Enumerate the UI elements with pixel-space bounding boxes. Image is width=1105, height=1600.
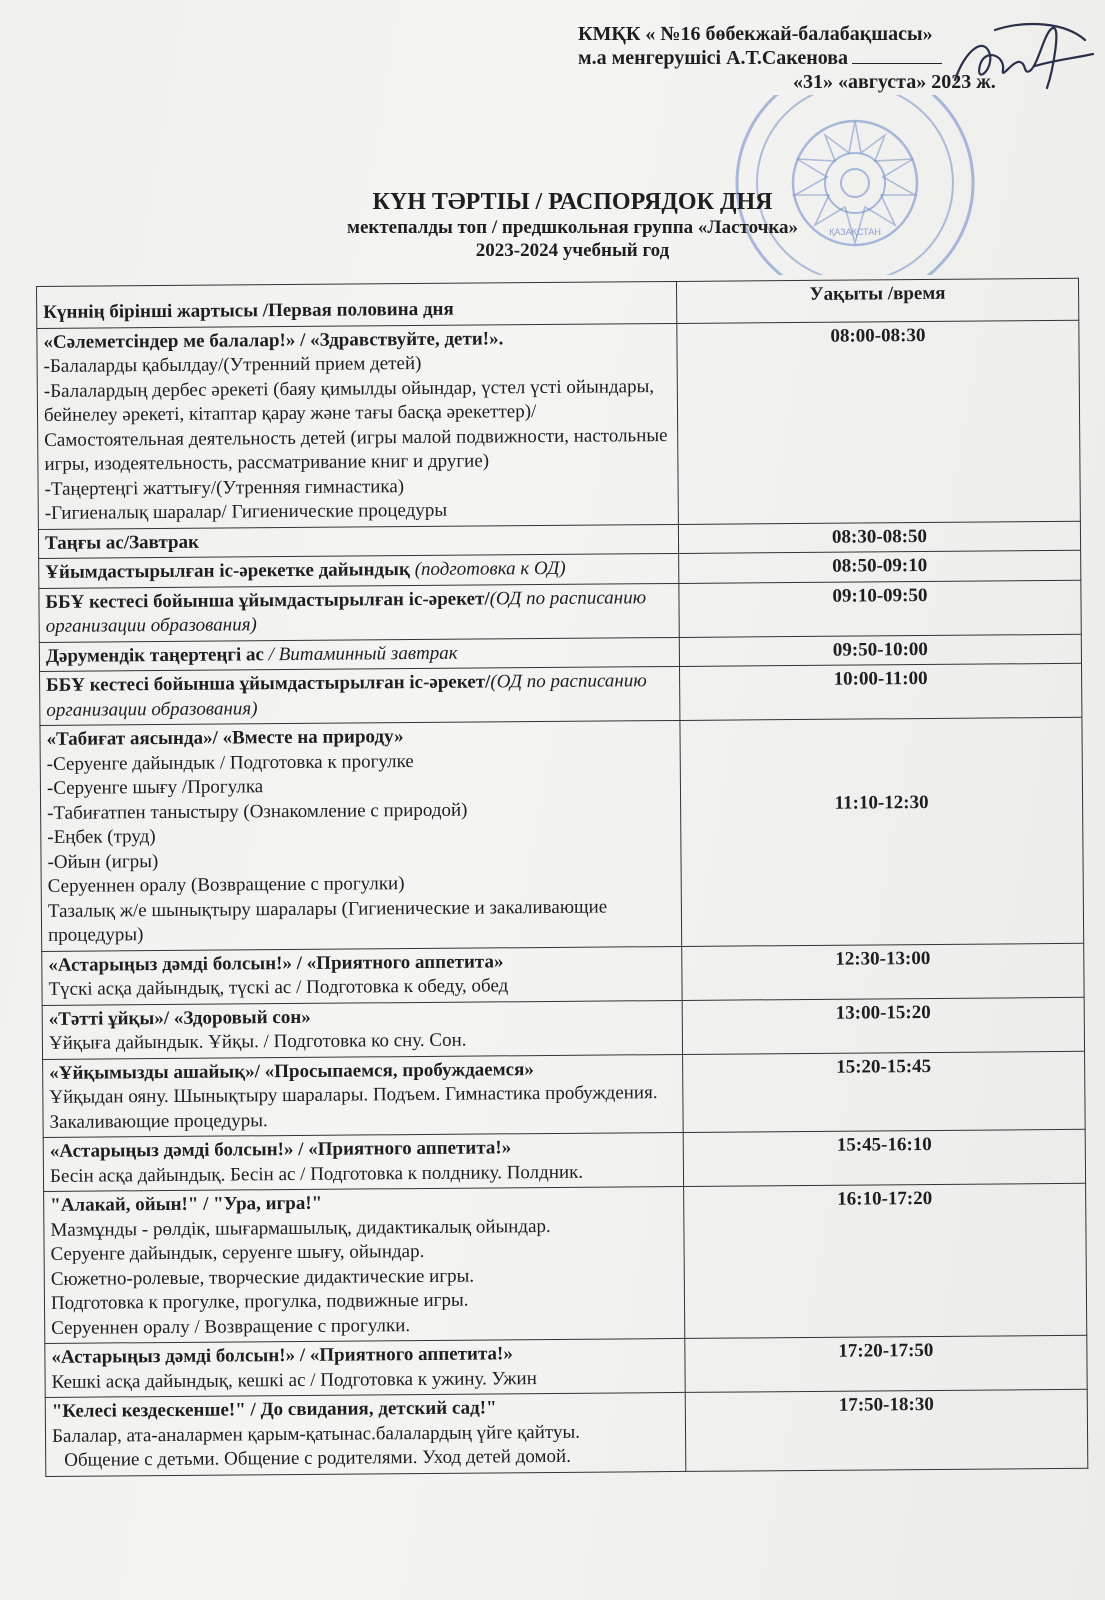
header-time: Уақыты /время (676, 278, 1078, 323)
activity-title: «Тәтті ұйқы»/ «Здоровый сон» (48, 1006, 311, 1030)
approval-head-text: м.а менгерушісі А.Т.Сакенова (578, 47, 849, 69)
activity-line: Мазмұнды - рөлдік, шығармашылық, дидактикалық ойындар. (50, 1215, 551, 1241)
schedule-table (36, 278, 1088, 1477)
time-cell: 12:30-13:00 (682, 943, 1084, 1000)
table-row (40, 663, 1082, 725)
activity-line: Балалар, ата-аналармен қарым-қатынас.балалардың үйге қайтуы. (51, 1421, 581, 1447)
table-row (45, 1389, 1088, 1476)
activity-cell (37, 323, 679, 529)
activity-title: «Астарыңыз дәмді болсын!» / «Приятного аппетита!» (51, 1343, 513, 1368)
activity-line: Сюжетно-ролевые, творческие дидактические игры. (50, 1265, 475, 1290)
time-cell: 17:50-18:30 (685, 1389, 1088, 1471)
activity-title: Таңғы ас/Завтрак (44, 531, 200, 554)
activity-line: -Балалардың дербес әрекеті (баяу қимылды ойындар, үстел үсті ойындары, бейнелеу әрекеті, кітаптар қарау және тағы басқа әрекеттер)/Самостоятельная деятельность детей (игры малой подвижности, настольные игры, изодеятельность, рассматривание книг и другие) (43, 375, 668, 475)
activity-title: «Табиғат аясында»/ «Вместе на природу» (46, 726, 404, 750)
academic-year: 2023-2024 учебный год (475, 240, 670, 261)
table-row (37, 320, 1081, 529)
table-row (40, 717, 1084, 951)
activity-line: -Табиғатпен таныстыру (Ознакомление с природой) (47, 799, 468, 824)
approval-date: «31» «августа» 2023 ж. (793, 71, 996, 93)
activity-line: Түскі асқа дайындық, түскі ас / Подготовка к обеду, обед (48, 975, 509, 1000)
time-cell: 17:20-17:50 (685, 1335, 1087, 1392)
document-heading (0, 188, 1105, 262)
activity-line: Ұйқыға дайындык. Ұйқы. / Подготовка ко сну. Сон. (48, 1029, 467, 1054)
table-row (44, 1183, 1087, 1343)
table-row (42, 943, 1084, 1005)
activity-cell (40, 666, 680, 725)
time-cell: 10:00-11:00 (680, 663, 1082, 720)
activity-cell (40, 720, 682, 951)
activity-title: «Ұйқымызды ашайық»/ «Просыпаемся, пробуждаемся» (49, 1058, 534, 1084)
table-row (43, 1051, 1086, 1138)
activity-line: Серуеннен оралу (Возвращение с прогулки) (47, 873, 405, 897)
activity-title: Дәрумендік таңертеңгі ас (45, 643, 265, 667)
time-cell: 08:00-08:30 (677, 320, 1081, 524)
activity-cell (44, 1186, 685, 1343)
activity-line: Серуеннен оралу / Возвращение с прогулки. (51, 1314, 411, 1339)
time-cell: 16:10-17:20 (684, 1183, 1087, 1338)
activity-line: Общение с детьми. Общение с родителями. Уход детей домой. (64, 1445, 571, 1471)
activity-line: -Серуенге дайындык / Подготовка к прогулке (46, 750, 414, 775)
activity-line: Тазалық ж/е шынықтыру шаралары (Гигиенические и закаливающие процедуры) (47, 896, 608, 946)
page-title: КҮН ТӘРТІЫ / РАСПОРЯДОК ДНЯ (372, 189, 773, 215)
time-cell: 09:10-09:50 (679, 580, 1081, 637)
header-activity: Күннің бірінші жартысы /Первая половина дня (37, 281, 677, 328)
activity-line: Серуенге дайындык, серуенге шығу, ойындар. (50, 1240, 425, 1265)
activity-line: -Еңбек (труд) (47, 826, 156, 848)
time-cell: 11:10-12:30 (680, 717, 1084, 946)
table-row (45, 1335, 1087, 1397)
activity-line: -Ойын (игры) (47, 850, 159, 873)
activity-cell (43, 1132, 683, 1191)
activity-cell (39, 583, 679, 642)
activity-title: "Келесі кездескенше!" / До свидания, детский сад!" (51, 1397, 497, 1422)
activity-cell (43, 1054, 684, 1138)
table-row (39, 580, 1081, 642)
activity-line: -Гигиеналық шаралар/ Гигиенические процедуры (44, 499, 448, 524)
approval-org: КМҚК « №16 бөбекжай-балабақшасы» (578, 23, 933, 45)
activity-subtitle: (ОД по расписанию организации образования) (45, 586, 647, 637)
table-row (42, 997, 1084, 1059)
activity-line: Ұйқыдан ояну. Шынықтыру шаралары. Подъем. Гимнастика пробуждения. Закаливающие процедуры. (49, 1082, 658, 1133)
activity-title: «Астарыңыз дәмді болсын!» / «Приятного аппетита!» (49, 1137, 512, 1162)
activity-line: -Таңертеңгі жаттығу/(Утренняя гимнастика) (44, 475, 405, 500)
activity-line: -Балаларды қабылдау/(Утренний прием детей) (43, 352, 422, 377)
activity-subtitle: / Витаминный завтрак (268, 642, 458, 665)
table-row (43, 1129, 1085, 1191)
activity-title: «Астарыңыз дәмді болсын!» / «Приятного аппетита» (48, 950, 504, 976)
activity-line: -Серуенге шығу /Прогулка (46, 776, 264, 799)
activity-title: ББҰ кестесі бойынша ұйымдастырылған іс-әрекет/ (45, 587, 490, 613)
activity-subtitle: (ОД по расписанию организации образования) (46, 670, 647, 721)
time-cell: 09:50-10:00 (679, 634, 1081, 667)
stamp-text: ҚАЗАҚСТАН (829, 227, 881, 237)
time-cell: 15:20-15:45 (683, 1051, 1086, 1133)
signature-line (852, 63, 942, 64)
time-cell: 13:00-15:20 (682, 997, 1084, 1054)
activity-cell (42, 1000, 682, 1059)
activity-cell (45, 1392, 686, 1476)
activity-cell (42, 946, 682, 1005)
activity-line: Подготовка к прогулке, прогулка, подвижные игры. (50, 1289, 469, 1314)
activity-title: ББҰ кестесі бойынша ұйымдастырылған іс-әрекет/ (46, 671, 491, 696)
time-cell: 08:30-08:50 (678, 521, 1080, 554)
group-title: мектепалды топ / предшкольная группа «Ласточка» (347, 217, 798, 238)
activity-title: "Алакай, ойын!" / "Ура, игра!" (50, 1192, 323, 1216)
activity-title: «Сәлеметсіндер ме балалар!» / «Здравствуйте, дети!». (43, 327, 504, 353)
activity-line: Кешкі асқа дайындық, кешкі ас / Подготовка к ужину. Ужин (51, 1367, 537, 1393)
activity-line: Бесін асқа дайындық. Бесін ас / Подготовка к полднику. Полдник. (49, 1161, 584, 1187)
activity-subtitle: (подготовка к ОД) (414, 557, 566, 581)
time-cell: 15:45-16:10 (683, 1129, 1085, 1186)
activity-cell (45, 1338, 685, 1397)
time-cell: 08:50-09:10 (679, 550, 1081, 583)
activity-title: Ұйымдастырылған іс-әрекетке дайындық (45, 559, 410, 583)
